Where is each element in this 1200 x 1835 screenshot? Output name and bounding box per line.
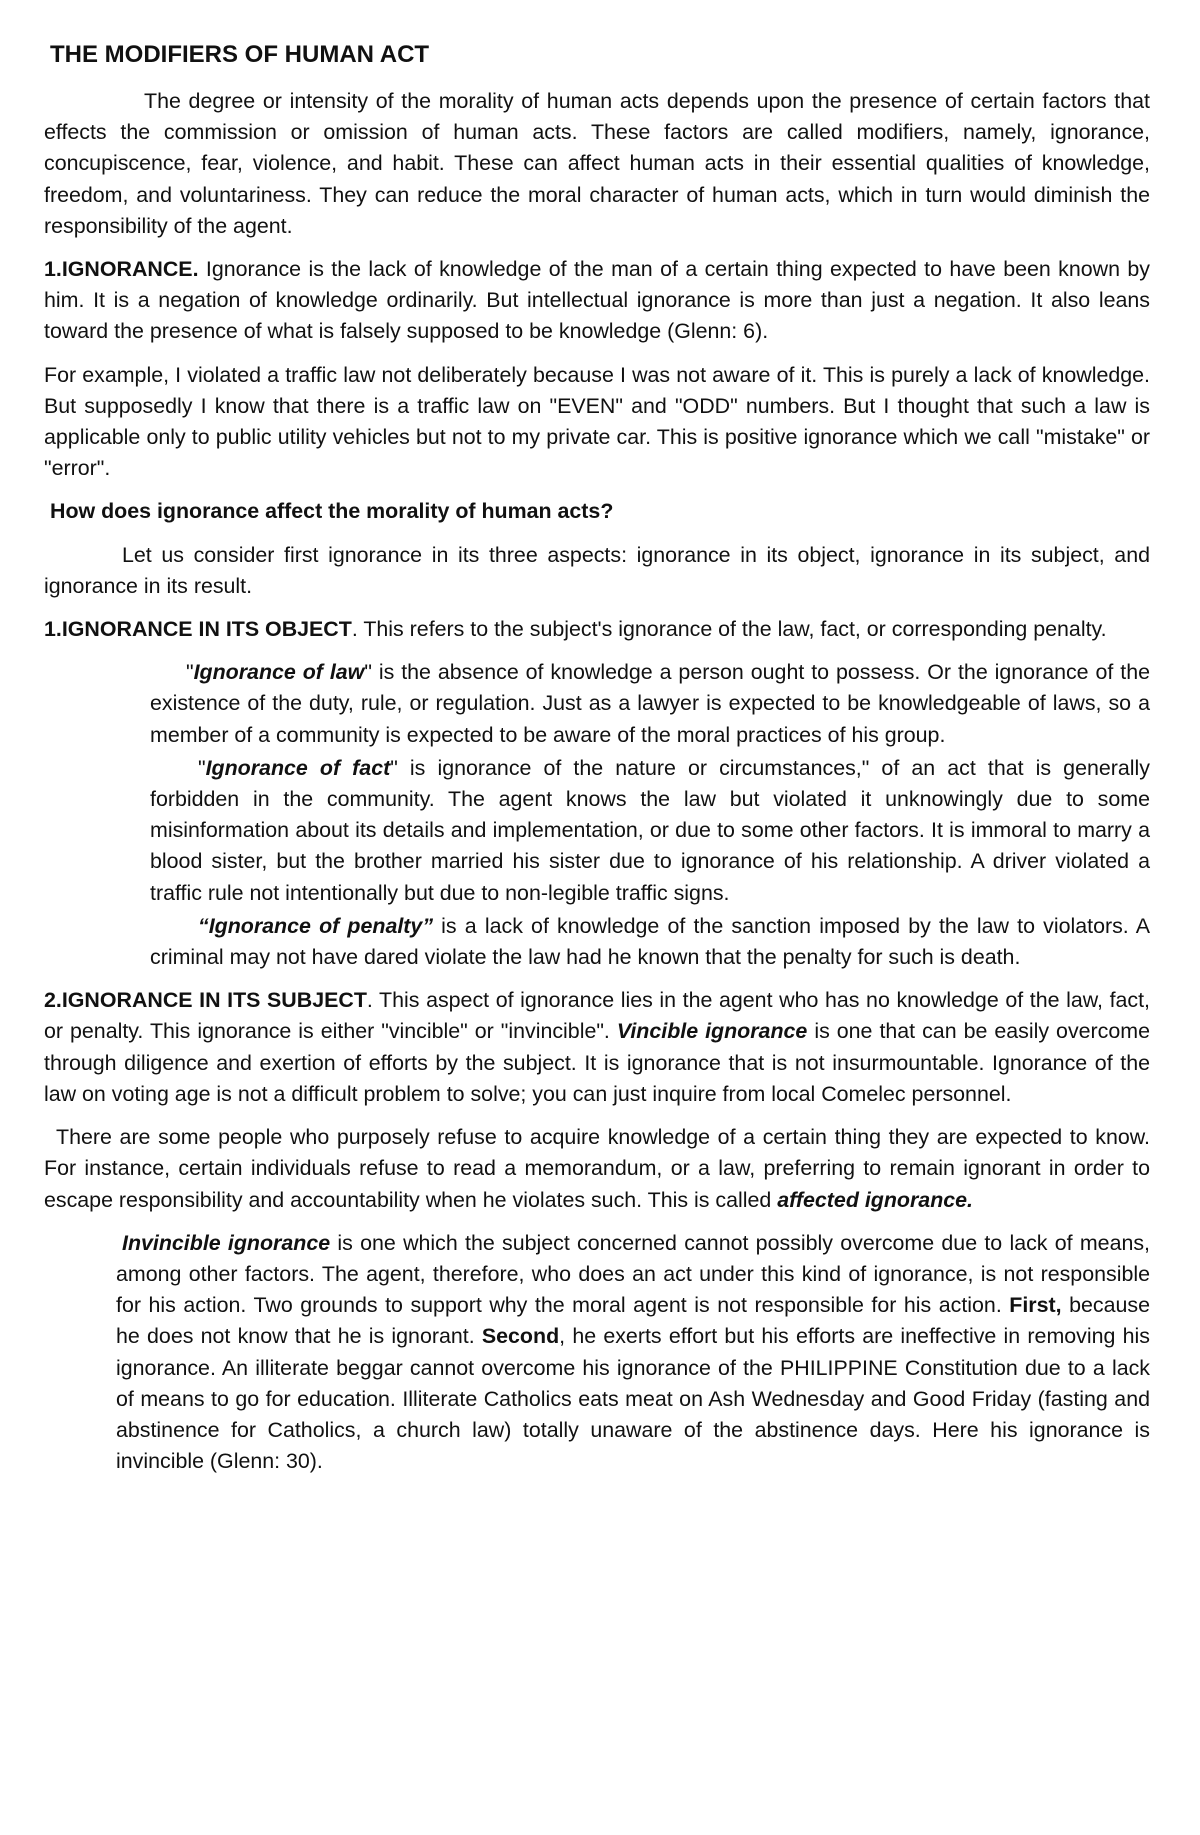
ignorance-of-fact-text: " is ignorance of the nature or circumstances," of an act that is generally forbidden in the community. The agent knows the law but violated it unknowingly due to some misinformation about its details and implementation, or due to some other factors. It is immoral to marry a blood sister, but the brother married his sister due to ignorance of his relationship. A driver violated a traffic rule not intentionally but due to non-legible traffic signs. [150, 755, 1150, 905]
intro-paragraph: The degree or intensity of the morality of human acts depends upon the presence of certain factors that effects the commission or omission of human acts. These factors are called modifiers, namely, ignorance, concupiscence, fear, violence, and habit. These can affect human acts in their essential qualities of knowledge, freedom, and voluntariness. They can reduce the moral character of human acts, which in turn would diminish the responsibility of the agent. [44, 89, 1150, 238]
subject-heading: 2.IGNORANCE IN ITS SUBJECT [44, 988, 367, 1013]
ignorance-of-penalty-term: “Ignorance of penalty” [198, 913, 434, 938]
invincible-ignorance-term: Invincible ignorance [122, 1230, 331, 1255]
invincible-ignorance-paragraph: Invincible ignorance is one which the subject concerned cannot possibly overcome due to lack of means, among other factors. The agent, therefore, who does an act under this kind of ignorance, is not responsible for his action. Two grounds to support why the moral agent is not responsible for his action. First, because he does not know that he is ignorant. Second, he exerts effort but his efforts are ineffective in removing his ignorance. An illiterate beggar cannot overcome his ignorance of the PHILIPPINE Constitution due to a lack of means to go for education. Illiterate Catholics eats meat on Ash Wednesday and Good Friday (fasting and abstinence for Catholics, a church law) totally unaware of the abstinence days. Here his ignorance is invincible (Glenn: 30). [116, 1230, 1150, 1474]
ignorance-of-penalty-paragraph [150, 911, 1150, 973]
ignorance-paragraph [44, 254, 1150, 348]
ignorance-heading: 1.IGNORANCE. [44, 257, 199, 282]
ignorance-of-fact-term: Ignorance of fact [205, 755, 391, 780]
ignorance-of-penalty-text: is a lack of knowledge of the sanction imposed by the law to violators. A criminal may not have dared violate the law had he known that the penalty for such is death. [150, 913, 1150, 970]
second-label: Second [481, 1324, 560, 1349]
ignorance-of-fact-paragraph: "Ignorance of fact" is ignorance of the nature or circumstances," of an act that is generally forbidden in the community. The agent knows the law but violated it unknowingly due to some misinformation about its details and implementation, or due to some other factors. It is immoral to marry a blood sister, but the brother married his sister due to ignorance of his relationship. A driver violated a traffic rule not intentionally but due to non-legible traffic signs. [150, 755, 1150, 905]
first-label: First, [1009, 1293, 1062, 1318]
aspects-intro-paragraph: Let us consider first ignorance in its three aspects: ignorance in its object, ignorance in its subject, and ignorance in its result. [44, 542, 1150, 598]
affected-ignorance-term: affected ignorance. [777, 1187, 973, 1212]
object-heading: 1.IGNORANCE IN ITS OBJECT [44, 617, 352, 642]
object-paragraph [44, 614, 1150, 645]
section-question: How does ignorance affect the morality of human acts? [50, 499, 614, 524]
ignorance-of-law-text: " is the absence of knowledge a person ought to possess. Or the ignorance of the existence of the duty, rule, or regulation. Just as a lawyer is expected to be knowledgeable of laws, so a member of a community is expected to be aware of the moral practices of his group. [150, 660, 1150, 747]
affected-ignorance-paragraph: There are some people who purposely refuse to acquire knowledge of a certain thing they are expected to know. For instance, certain individuals refuse to read a memorandum, or a law, preferring to remain ignorant in order to escape responsibility and accountability when he violates such. This is called affected ignorance. [44, 1125, 1150, 1212]
subject-paragraph: 2.IGNORANCE IN ITS SUBJECT. This aspect of ignorance lies in the agent who has no knowledge of the law, fact, or penalty. This ignorance is either "vincible" or "invincible". Vincible ignorance is one that can be easily overcome through diligence and exertion of efforts by the subject. It is ignorance that is not insurmountable. Ignorance of the law on voting age is not a difficult problem to solve; you can just inquire from local Comelec personnel. [44, 988, 1150, 1106]
invincible-subsection [116, 1228, 1150, 1478]
object-subsection [150, 657, 1150, 973]
object-text: . This refers to the subject's ignorance of the law, fact, or corresponding penalty. [351, 617, 1107, 642]
page-title: THE MODIFIERS OF HUMAN ACT [50, 41, 430, 68]
ignorance-definition: Ignorance is the lack of knowledge of the man of a certain thing expected to have been known by him. It is a negation of knowledge ordinarily. But intellectual ignorance is more than just a negation. It also leans toward the presence of what is falsely supposed to be knowledge (Glenn: 6). [44, 257, 1150, 344]
ignorance-of-law-term: Ignorance of law [193, 660, 365, 685]
ignorance-of-law-paragraph: "Ignorance of law" is the absence of knowledge a person ought to possess. Or the ignorance of the existence of the duty, rule, or regulation. Just as a lawyer is expected to be knowledgeable of laws, so a member of a community is expected to be aware of the moral practices of his group. [150, 660, 1150, 747]
ignorance-example-paragraph: For example, I violated a traffic law not deliberately because I was not aware of it. This is purely a lack of knowledge. But supposedly I know that there is a traffic law on "EVEN" and "ODD" numbers. But I thought that such a law is applicable only to public utility vehicles but not to my private car. This is positive ignorance which we call "mistake" or "error". [44, 362, 1150, 481]
vincible-ignorance-term: Vincible ignorance [616, 1019, 808, 1044]
